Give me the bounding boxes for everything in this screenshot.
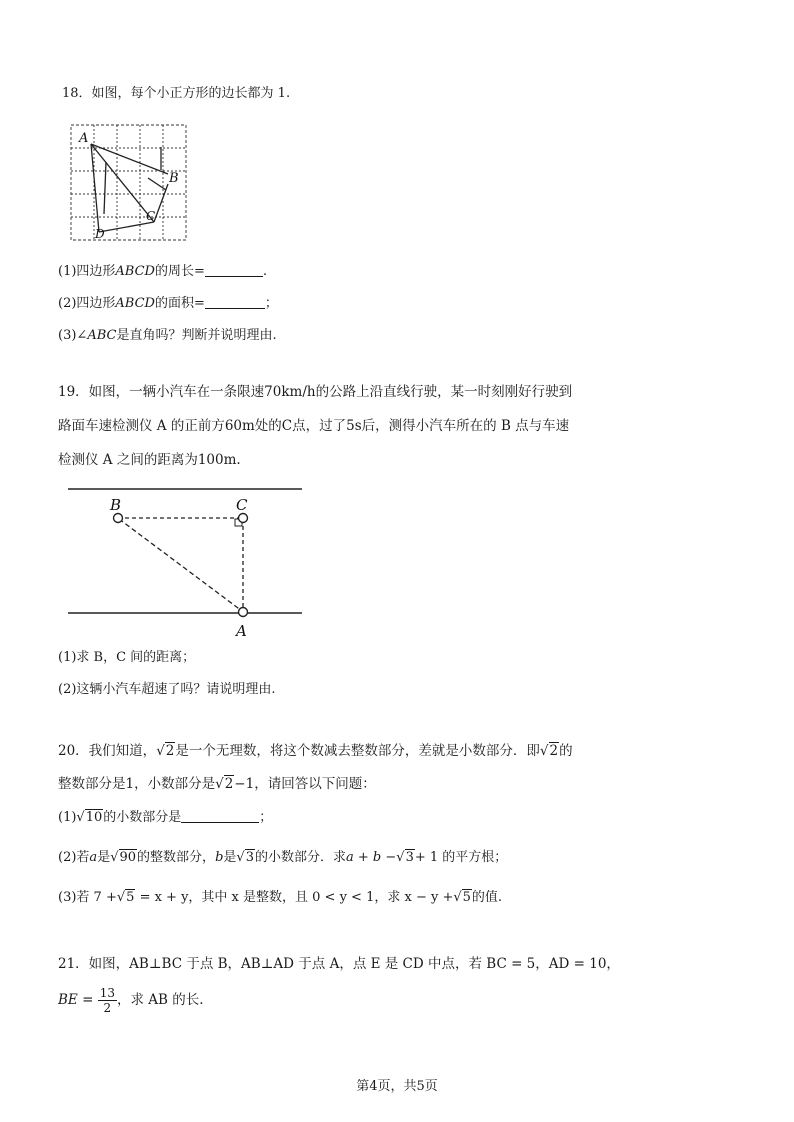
answer-blank[interactable]	[205, 262, 263, 277]
sqrt-3: √3	[236, 850, 254, 865]
sqrt-3: √3	[396, 850, 414, 865]
q20-line2: 整数部分是1，小数部分是√2−1，请回答以下问题：	[58, 776, 376, 792]
q21-line1: 21．如图，AB⊥BC 于点 B，AB⊥AD 于点 A，点 E 是 CD 中点，若 BC = 5，AD = 10，	[58, 956, 620, 972]
point-C	[239, 514, 248, 523]
segment-ba	[119, 519, 242, 611]
q19-line1: 19．如图，一辆小汽车在一条限速70km/h的公路上沿直线行驶，某一时刻刚好行驶到	[58, 384, 573, 400]
q18-title: 18．如图，每个小正方形的边长都为 1.	[62, 86, 291, 101]
q18-part3: (3)∠ABC是直角吗？判断并说明理由.	[58, 328, 277, 343]
point-B	[114, 514, 123, 523]
q19-part1: (1)求 B，C 间的距离；	[58, 650, 196, 665]
q20-line1: 20．我们知道，√2是一个无理数，将这个数减去整数部分，差就是小数部分．即√2的	[58, 743, 573, 759]
label-B: B	[110, 496, 122, 514]
fraction-13-over-2: $\frac{13}{2}$	[99, 986, 115, 1015]
sqrt-5: √5	[453, 890, 471, 905]
q18-part2: (2)四边形ABCD的面积= ；	[58, 296, 278, 311]
q19-part2: (2)这辆小汽车超速了吗？请说明理由.	[58, 682, 276, 697]
label-A: A	[79, 131, 89, 146]
q19-line3: 检测仪 A 之间的距离为100m.	[58, 452, 241, 468]
q20-part1: (1)√10的小数部分是 ；	[58, 808, 272, 828]
answer-blank[interactable]	[205, 294, 265, 309]
point-A	[239, 608, 248, 617]
q21-line2: BE = $\frac{13}{2}$ ，求 AB 的长.	[58, 986, 204, 1015]
page-footer: 第4页，共5页	[356, 1079, 438, 1094]
q18-part1: (1)四边形ABCD的周长= .	[58, 264, 268, 279]
sqrt-2: √2	[539, 743, 559, 759]
q20-part3: (3)若 7 +√5 = x + y，其中 x 是整数，且 0 < y < 1，求 x − y +√5的值.	[58, 888, 502, 908]
q19-line2: 路面车速检测仪 A 的正前方60m处的C点，过了5s后，测得小汽车所在的 B 点与车速	[58, 418, 570, 434]
sqrt-2: √2	[156, 743, 175, 759]
sqrt-2: √2	[215, 776, 234, 792]
label-B: B	[169, 171, 179, 186]
sqrt-5: √5	[116, 890, 135, 905]
sqrt-90: √90	[110, 850, 137, 865]
sqrt-10: √10	[76, 810, 103, 825]
q20-part2: (2)若a是√90的整数部分，b是√3的小数部分．求a + b −√3+ 1 的平方根；	[58, 848, 507, 868]
q19-road-figure	[66, 486, 306, 642]
label-C: C	[236, 496, 248, 514]
label-C: C	[146, 209, 156, 223]
label-D: D	[95, 227, 105, 241]
quadrilateral-abcd	[91, 144, 168, 232]
answer-blank[interactable]	[181, 808, 259, 823]
label-A: A	[236, 622, 247, 640]
q18-grid-figure	[66, 122, 192, 248]
